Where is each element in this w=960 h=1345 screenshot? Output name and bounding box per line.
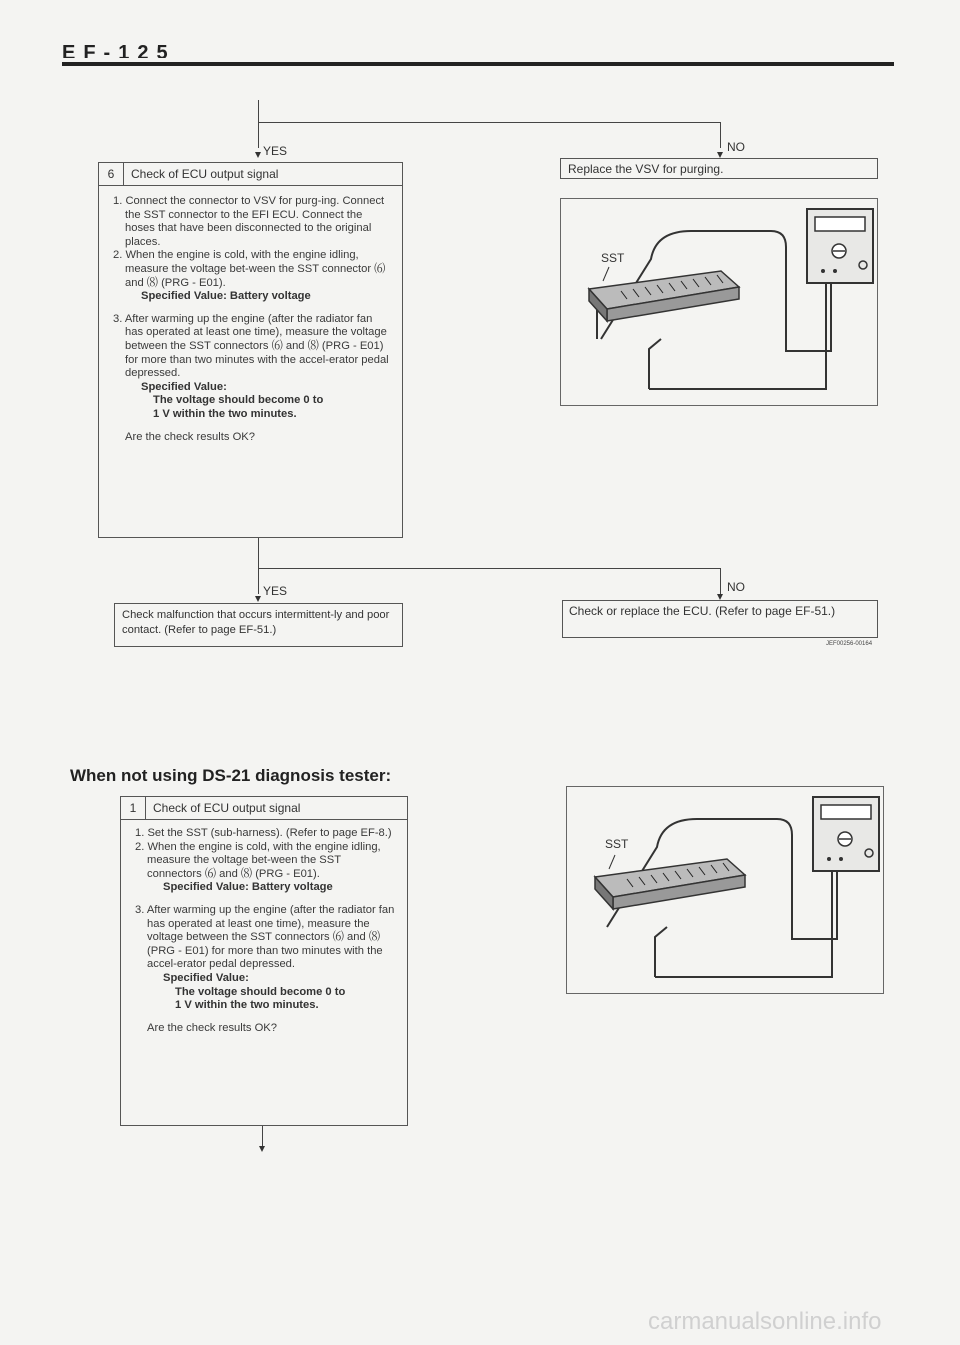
wiring-diagram	[561, 199, 879, 407]
flow-connector	[258, 100, 259, 148]
check-question: Are the check results OK?	[147, 1021, 277, 1034]
flow-connector	[720, 568, 721, 594]
step1-body	[135, 827, 397, 1035]
step-item: 3. After warming up the engine (after the radiator fan has operated at least one time), measure the voltage between the SST connectors ⑹ and ⑻ (PRG - E01) for more than two minutes with the accel-erator pedal depressed.	[113, 312, 389, 380]
multimeter-icon	[807, 209, 873, 283]
sst-multimeter-figure	[566, 786, 884, 994]
step-item: 1. Set the SST (sub-harness). (Refer to page EF-8.)	[135, 827, 392, 839]
connector-block-icon	[595, 859, 745, 909]
flow-connector	[258, 568, 720, 569]
flow-connector	[262, 1126, 263, 1146]
footer-watermark: carmanualsonline.info	[648, 1308, 882, 1335]
arrow-down-icon	[259, 1146, 265, 1152]
replace-vsv-box	[560, 158, 878, 179]
no-label: NO	[727, 580, 745, 594]
spec-value: 1 V within the two minutes.	[175, 999, 319, 1012]
sst-label: SST	[601, 251, 625, 265]
spec-value: The voltage should become 0 to	[153, 394, 324, 407]
flow-connector	[720, 122, 721, 148]
check-replace-ecu-text: Check or replace the ECU. (Refer to page EF-51.)	[569, 604, 836, 618]
section-heading: When not using DS-21 diagnosis tester:	[70, 766, 392, 785]
replace-vsv-text: Replace the VSV for purging.	[568, 162, 724, 176]
sst-label: SST	[605, 837, 629, 851]
yes-label: YES	[263, 584, 288, 598]
check-malfunction-text: Check malfunction that occurs intermittent-ly and poor contact. (Refer to page EF-51.)	[122, 609, 390, 636]
arrow-down-icon	[255, 152, 261, 158]
step-item: 2. When the engine is cold, with the engine idling, measure the voltage bet-ween the SST connectors ⑹ and ⑻ (PRG - E01).	[135, 840, 381, 880]
check-question: Are the check results OK?	[125, 430, 255, 443]
arrow-down-icon	[255, 596, 261, 602]
no-label: NO	[727, 140, 745, 154]
step1-header	[121, 797, 407, 820]
yes-label: YES	[263, 144, 288, 158]
step6-body	[113, 195, 392, 444]
step-number: 1	[121, 797, 146, 819]
spec-label: Specified Value:	[141, 380, 227, 393]
spec-value: Specified Value: Battery voltage	[163, 881, 333, 894]
sst-multimeter-figure	[560, 198, 878, 406]
check-replace-ecu-box	[562, 600, 878, 638]
step-item: 3. After warming up the engine (after the radiator fan has operated at least one time), measure the voltage between the SST connectors ⑹ and ⑻ (PRG - E01) for more than two minutes with the accel-erator pedal depressed.	[135, 903, 395, 971]
connector-block-icon	[589, 271, 739, 321]
multimeter-icon	[813, 797, 879, 871]
spec-value: The voltage should become 0 to	[175, 985, 346, 998]
page-code: EF-125	[62, 44, 176, 58]
flow-connector	[258, 538, 259, 594]
step-title: Check of ECU output signal	[153, 801, 301, 815]
step-number: 6	[99, 163, 124, 185]
spec-value: Specified Value: Battery voltage	[141, 290, 311, 303]
step-item: 1. Connect the connector to VSV for purg-ing. Connect the SST connector to the EFI ECU. Connect the hoses that have been disconnected to the original places.	[113, 195, 385, 248]
step6-box	[98, 162, 403, 538]
flow-connector	[258, 122, 720, 123]
header-rule	[62, 62, 894, 66]
step-item: 2. When the engine is cold, with the engine idling, measure the voltage bet-ween the SST connector ⑹ and ⑻ (PRG - E01).	[113, 249, 386, 289]
check-malfunction-box	[114, 603, 403, 647]
spec-value: 1 V within the two minutes.	[153, 407, 297, 420]
spec-label: Specified Value:	[163, 971, 249, 984]
step-title: Check of ECU output signal	[131, 167, 279, 181]
wiring-diagram	[567, 787, 885, 995]
step6-header	[99, 163, 402, 186]
step1-box	[120, 796, 408, 1126]
figure-code: JEF00256-00164	[826, 641, 873, 647]
